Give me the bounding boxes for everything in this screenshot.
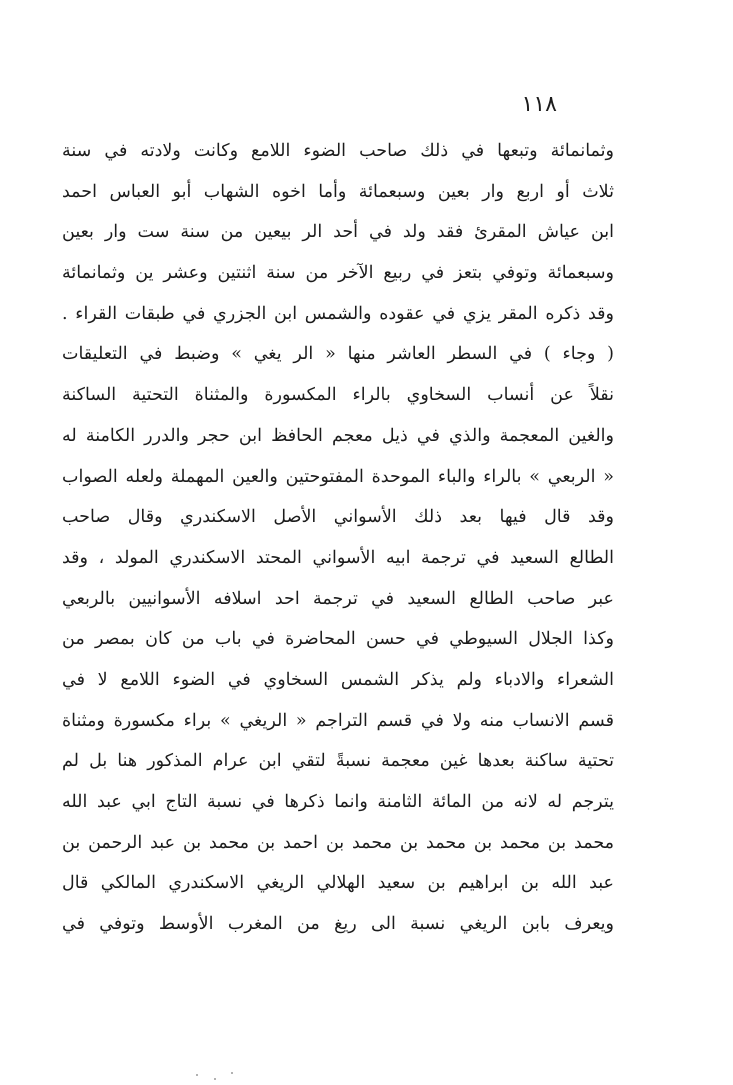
text-line: نقلاً عن أنساب السخاوي بالراء المكسورة والمثناة التحتية الساكنة (62, 385, 614, 406)
text-line: قسم الانساب منه ولا في قسم التراجم « الريغي » براء مكسورة ومثناة (62, 710, 614, 731)
text-line: وثمانمائة وتبعها في ذلك صاحب الضوء اللامع وكانت ولادته في سنة (62, 141, 614, 161)
page-number: ١١٨ (521, 92, 557, 117)
scan-speck (214, 1078, 216, 1080)
body-text (62, 131, 614, 945)
text-line: يترجم له لانه من المائة الثامنة وانما ذكرها في نسبة التاج ابي عبد الله (62, 792, 614, 812)
text-line: وقد قال فيها بعد ذلك الأسواني الأصل الاسكندري وقال صاحب (62, 507, 614, 528)
text-line: وقد ذكره المقر يزي في عقوده والشمس ابن الجزري في طبقات القراء . (62, 303, 614, 324)
text-line: ( وجاء ) في السطر العاشر منها « الر يغي » وضبط في التعليقات (62, 344, 614, 365)
text-line: تحتية ساكنة بعدها غين معجمة نسبةً لتقي ابن عرام المذكور هنا بل لم (62, 751, 614, 772)
text-line: ثلاث أو اربع وار بعين وسبعمائة وأما اخوه الشهاب أبو العباس احمد (62, 181, 614, 202)
text-line: « الربعي » بالراء والباء الموحدة المفتوحتين والعين المهملة ولعله الصواب (62, 466, 614, 487)
text-line: عبد الله بن ابراهيم بن سعيد الهلالي الريغي الاسكندري المالكي قال (62, 873, 614, 894)
text-line: الطالع السعيد في ترجمة ابيه الأسواني المحتد الاسكندري المولد ، وقد (62, 547, 614, 568)
text-line: محمد بن محمد بن محمد بن محمد بن احمد بن محمد بن عبد الرحمن بن (62, 832, 614, 853)
text-line: والغين المعجمة والذي في ذيل معجم الحافظ ابن حجر والدرر الكامنة له (62, 425, 614, 446)
text-line: ابن عياش المقرئ فقد ولد في أحد الر بيعين من سنة ست وار بعين (62, 222, 614, 243)
text-line: عبر صاحب الطالع السعيد في ترجمة احد اسلافه الأسوانيين بالربعي (62, 588, 614, 609)
scan-speck (196, 1074, 198, 1076)
scan-speck (231, 1072, 233, 1074)
text-line: ويعرف بابن الريغي نسبة الى ريغ من المغرب الأوسط وتوفي في (62, 914, 614, 935)
text-line: وكذا الجلال السيوطي في حسن المحاضرة في باب من كان بمصر من (62, 629, 614, 650)
text-line: الشعراء والادباء ولم يذكر الشمس السخاوي في الضوء اللامع لا في (62, 669, 614, 690)
text-line: وسبعمائة وتوفي بتعز في ربيع الآخر من سنة اثنتين وعشر ين وثمانمائة (62, 263, 614, 284)
